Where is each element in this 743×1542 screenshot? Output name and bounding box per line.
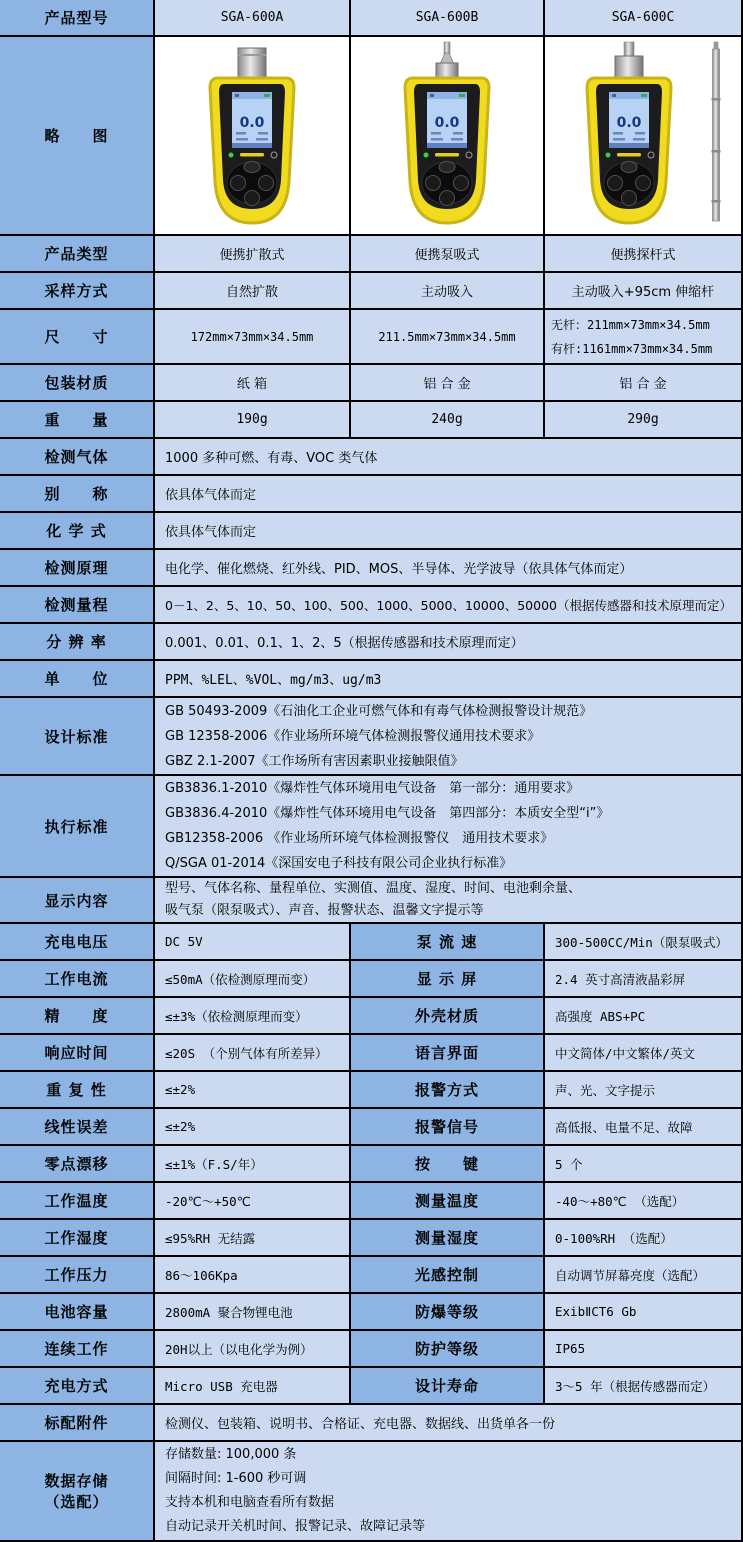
- row-label: 报警信号: [351, 1109, 545, 1146]
- cell-value: 自然扩散: [155, 273, 351, 310]
- cell-value: 检测仪、包装箱、说明书、合格证、充电器、数据线、出货单各一份: [155, 1405, 743, 1442]
- detection-principle-row: [0, 550, 743, 587]
- row-label: 产品类型: [0, 236, 155, 273]
- gas-detector-probe-rod-illustration: [545, 40, 741, 232]
- row-label: 测量湿度: [351, 1220, 545, 1257]
- cell-value: 主动吸入+95cm 伸缩杆: [545, 273, 743, 310]
- spec-row: [0, 1035, 743, 1072]
- brand-mark: [240, 153, 264, 157]
- data-storage-row: [0, 1442, 743, 1542]
- cell-value: 86～106Kpa: [155, 1257, 351, 1294]
- standard-line: Q/SGA 01-2014《深国安电子科技有限公司企业执行标准》: [165, 856, 513, 871]
- cell-value: 主动吸入: [351, 273, 545, 310]
- device-image-sga-600b: [351, 37, 545, 236]
- row-label: 单 位: [0, 661, 155, 698]
- model-name-a: SGA-600A: [155, 0, 351, 37]
- sensor-head: [238, 48, 266, 78]
- row-label: [0, 1442, 155, 1542]
- standard-line: GBZ 2.1-2007《工作场所有害因素职业接触限值》: [165, 753, 464, 769]
- sensor-head: [436, 63, 458, 78]
- row-label: 电池容量: [0, 1294, 155, 1331]
- storage-line: 自动记录开关机时间、报警记录、故障记录等: [165, 1519, 426, 1534]
- cell-value: 300-500CC/Min（限泵吸式）: [545, 924, 743, 961]
- row-label: 报警方式: [351, 1072, 545, 1109]
- row-label: 检测气体: [0, 439, 155, 476]
- row-label: 泵 流 速: [351, 924, 545, 961]
- unit-row: [0, 661, 743, 698]
- row-label: 重 量: [0, 402, 155, 439]
- device-screen-reading: 0.0: [616, 114, 642, 131]
- cell-value: 中文简体/中文繁体/英文: [545, 1035, 743, 1072]
- sketch-row: [0, 37, 743, 236]
- gas-detector-diffusion-illustration: [155, 40, 349, 232]
- spec-row: [0, 1183, 743, 1220]
- cell-value: 便携探杆式: [545, 236, 743, 273]
- row-label: 包装材质: [0, 365, 155, 402]
- display-line: 型号、气体名称、量程单位、实测值、温度、湿度、时间、电池剩余量、: [165, 881, 582, 896]
- brand-mark: [617, 153, 641, 157]
- row-label: 充电电压: [0, 924, 155, 961]
- row-label: 光感控制: [351, 1257, 545, 1294]
- telescopic-rod: [712, 42, 721, 221]
- cell-value: [155, 1442, 743, 1542]
- product-type-row: [0, 236, 743, 273]
- row-label: 执行标准: [0, 776, 155, 878]
- row-label: 防爆等级: [351, 1294, 545, 1331]
- cell-value: 2800mA 聚合物锂电池: [155, 1294, 351, 1331]
- cell-value: -20℃～+50℃: [155, 1183, 351, 1220]
- device-screen-reading: 0.0: [434, 114, 460, 131]
- cell-value: 20H以上（以电化学为例）: [155, 1331, 351, 1368]
- cell-value: 高低报、电量不足、故障: [545, 1109, 743, 1146]
- cell-value: PPM、%LEL、%VOL、mg/m3、ug/m3: [155, 661, 743, 698]
- cell-value: 依具体气体而定: [155, 476, 743, 513]
- device-image-sga-600a: [155, 37, 351, 236]
- cell-value: ≤±2%: [155, 1109, 351, 1146]
- cell-value: Micro USB 充电器: [155, 1368, 351, 1405]
- header-row: [0, 0, 743, 37]
- row-label: 防护等级: [351, 1331, 545, 1368]
- cell-value: 铝 合 金: [351, 365, 545, 402]
- storage-line: 支持本机和电脑查看所有数据: [165, 1495, 335, 1510]
- row-label: 工作温度: [0, 1183, 155, 1220]
- packaging-row: [0, 365, 743, 402]
- standard-line: GB3836.4-2010《爆炸性气体环境用电气设备 第四部分：本质安全型“i”》: [165, 806, 610, 821]
- cell-value: 1000 多种可燃、有毒、VOC 类气体: [155, 439, 743, 476]
- cell-value: 0-100%RH （选配）: [545, 1220, 743, 1257]
- row-label: 精 度: [0, 998, 155, 1035]
- row-label-line: 数据存储: [44, 1472, 109, 1490]
- cell-value: 0.001、0.01、0.1、1、2、5（根据传感器和技术原理而定）: [155, 624, 743, 661]
- status-led: [229, 152, 234, 157]
- status-led: [424, 152, 429, 157]
- cell-value: 290g: [545, 402, 743, 439]
- spec-row: [0, 961, 743, 998]
- spec-row: [0, 1146, 743, 1183]
- cell-value: 211.5mm×73mm×34.5mm: [351, 310, 545, 365]
- cell-value: DC 5V: [155, 924, 351, 961]
- cell-value: 3～5 年（根据传感器而定）: [545, 1368, 743, 1405]
- row-label: 线性误差: [0, 1109, 155, 1146]
- cell-value: ≤±2%: [155, 1072, 351, 1109]
- accessories-row: [0, 1405, 743, 1442]
- cell-value: 电化学、催化燃烧、红外线、PID、MOS、半导体、光学波导（依具体气体而定）: [155, 550, 743, 587]
- probe-tube: [624, 42, 634, 57]
- row-label: 化 学 式: [0, 513, 155, 550]
- row-label: 采样方式: [0, 273, 155, 310]
- row-label-line: （选配）: [44, 1493, 109, 1511]
- cell-value: [155, 698, 743, 776]
- gas-detector-pump-illustration: [351, 40, 543, 232]
- device-screen-reading: 0.0: [239, 114, 265, 131]
- model-name-b: SGA-600B: [351, 0, 545, 37]
- brand-mark: [435, 153, 459, 157]
- spec-row: [0, 1294, 743, 1331]
- row-label-product-model: 产品型号: [0, 0, 155, 37]
- storage-line: 存储数量: 100,000 条: [165, 1447, 297, 1462]
- display-content-row: [0, 878, 743, 924]
- spec-row: [0, 998, 743, 1035]
- cell-value: 纸 箱: [155, 365, 351, 402]
- device-image-sga-600c: [545, 37, 743, 236]
- cell-value: 2.4 英寸高清液晶彩屏: [545, 961, 743, 998]
- cell-value: 声、光、文字提示: [545, 1072, 743, 1109]
- standard-line: GB3836.1-2010《爆炸性气体环境用电气设备 第一部分：通用要求》: [165, 781, 580, 796]
- cell-value: 240g: [351, 402, 545, 439]
- dimension-with-rod: 有杆:1161mm×73mm×34.5mm: [551, 341, 713, 356]
- cell-value: -40～+80℃ （选配）: [545, 1183, 743, 1220]
- cell-value: 自动调节屏幕亮度（选配）: [545, 1257, 743, 1294]
- cell-value: 便携泵吸式: [351, 236, 545, 273]
- row-label: 工作电流: [0, 961, 155, 998]
- spec-row: [0, 924, 743, 961]
- spec-row: [0, 1220, 743, 1257]
- cell-value: ≤±3%（依检测原理而变）: [155, 998, 351, 1035]
- cell-value: ≤±1%（F.S/年）: [155, 1146, 351, 1183]
- row-label: 设计寿命: [351, 1368, 545, 1405]
- cell-value: ExibⅡCT6 Gb: [545, 1294, 743, 1331]
- probe-cone: [440, 53, 454, 64]
- cell-value: 高强度 ABS+PC: [545, 998, 743, 1035]
- spec-row: [0, 1257, 743, 1294]
- row-label: 尺 寸: [0, 310, 155, 365]
- row-label: 显示内容: [0, 878, 155, 924]
- display-line: 吸气泵（限泵吸式）、声音、报警状态、温馨文字提示等: [165, 903, 484, 918]
- storage-line: 间隔时间: 1-600 秒可调: [165, 1471, 307, 1486]
- row-label: 设计标准: [0, 698, 155, 776]
- cell-value: [155, 878, 743, 924]
- cell-value: 铝 合 金: [545, 365, 743, 402]
- cell-value: 172mm×73mm×34.5mm: [155, 310, 351, 365]
- design-standard-row: [0, 698, 743, 776]
- row-label: 检测量程: [0, 587, 155, 624]
- row-label: 工作湿度: [0, 1220, 155, 1257]
- cell-value: [155, 776, 743, 878]
- sampling-method-row: [0, 273, 743, 310]
- row-label: 重 复 性: [0, 1072, 155, 1109]
- row-label: 连续工作: [0, 1331, 155, 1368]
- cell-value: ≤20S （个别气体有所差异）: [155, 1035, 351, 1072]
- model-name-c: SGA-600C: [545, 0, 743, 37]
- spec-row: [0, 1331, 743, 1368]
- spec-row: [0, 1072, 743, 1109]
- dimension-no-rod: 无杆：211mm×73mm×34.5mm: [551, 317, 710, 332]
- standard-line: GB 50493-2009《石油化工企业可燃气体和有毒气体检测报警设计规范》: [165, 703, 593, 719]
- row-label: 工作压力: [0, 1257, 155, 1294]
- standard-line: GB12358-2006 《作业场所环境气体检测报警仪 通用技术要求》: [165, 831, 554, 846]
- row-label: 检测原理: [0, 550, 155, 587]
- row-label: 显 示 屏: [351, 961, 545, 998]
- cell-value: 依具体气体而定: [155, 513, 743, 550]
- detected-gas-row: [0, 439, 743, 476]
- row-label: 充电方式: [0, 1368, 155, 1405]
- alias-row: [0, 476, 743, 513]
- chemical-formula-row: [0, 513, 743, 550]
- row-label: 零点漂移: [0, 1146, 155, 1183]
- dimensions-row: [0, 310, 743, 365]
- resolution-row: [0, 624, 743, 661]
- status-led: [606, 152, 611, 157]
- weight-row: [0, 402, 743, 439]
- cell-value: ≤50mA（依检测原理而变）: [155, 961, 351, 998]
- cell-value: IP65: [545, 1331, 743, 1368]
- cell-value: 5 个: [545, 1146, 743, 1183]
- row-label: 分 辨 率: [0, 624, 155, 661]
- row-label: 别 称: [0, 476, 155, 513]
- row-label: 按 键: [351, 1146, 545, 1183]
- row-label: 测量温度: [351, 1183, 545, 1220]
- exec-standard-row: [0, 776, 743, 878]
- row-label: 响应时间: [0, 1035, 155, 1072]
- cell-value: 便携扩散式: [155, 236, 351, 273]
- row-label: 语言界面: [351, 1035, 545, 1072]
- spec-row: [0, 1109, 743, 1146]
- cell-value: ≤95%RH 无结露: [155, 1220, 351, 1257]
- cell-value: 190g: [155, 402, 351, 439]
- cell-value: 0－1、2、5、10、50、100、500、1000、5000、10000、50000（根据传感器和技术原理而定）: [155, 587, 743, 624]
- spec-row: [0, 1368, 743, 1405]
- cell-value: [545, 310, 743, 365]
- row-label: 外壳材质: [351, 998, 545, 1035]
- standard-line: GB 12358-2006《作业场所环境气体检测报警仪通用技术要求》: [165, 728, 541, 744]
- detection-range-row: [0, 587, 743, 624]
- row-label-sketch: 略 图: [0, 37, 155, 236]
- sensor-head: [615, 56, 643, 78]
- row-label: 标配附件: [0, 1405, 155, 1442]
